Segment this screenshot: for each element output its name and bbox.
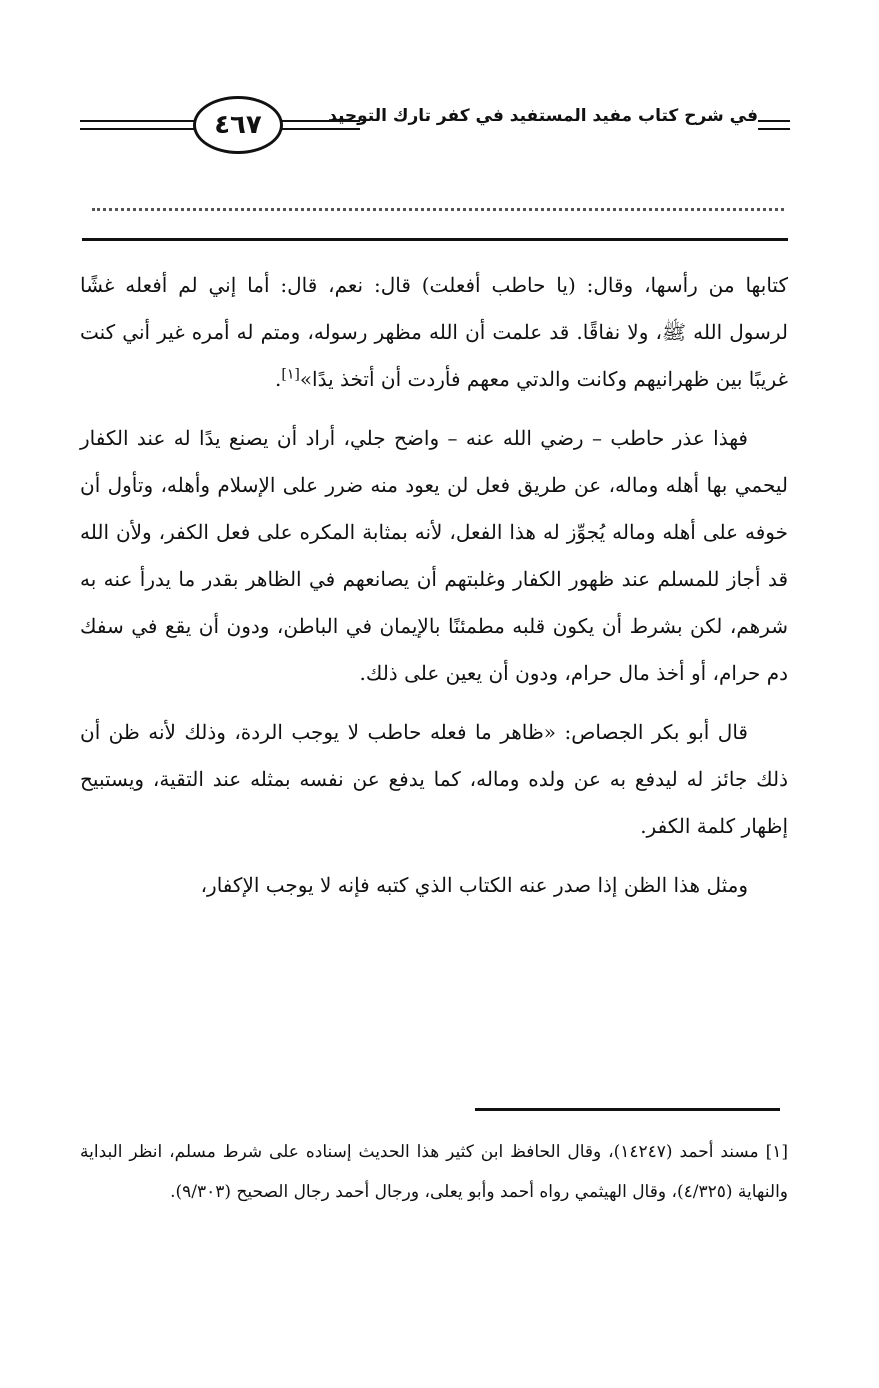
- main-text: [80, 262, 788, 909]
- footnote-separator: [475, 1108, 780, 1111]
- paragraph-4: ومثل هذا الظن إذا صدر عنه الكتاب الذي كتبه فإنه لا يوجب الإكفار،: [200, 873, 748, 897]
- paragraph-1: [80, 262, 788, 403]
- dotted-separator: [92, 208, 784, 211]
- paragraph-3: قال أبو بكر الجصاص: «ظاهر ما فعله حاطب لا يوجب الردة، وذلك لأنه ظن أن ذلك جائز له ليدفع به عن ولده وماله، كما يدفع عن نفسه بمثله عند التقية، ويستبيح إظهار كلمة الكفر.: [80, 720, 788, 838]
- paragraph-1-end: .: [274, 367, 282, 391]
- footnote-1: [١] مسند أحمد (١٤٢٤٧)، وقال الحافظ ابن كثير هذا الحديث إسناده على شرط مسلم، انظر البداية والنهاية (٤/٣٢٥)، وقال الهيثمي رواه أحمد وأبو يعلى، ورجال أحمد رجال الصحيح (٩/٣٠٣).: [80, 1142, 788, 1202]
- running-title: في شرح كتاب مفيد المستفيد في كفر تارك التوحيد: [328, 106, 758, 126]
- page-header: [80, 96, 800, 160]
- header-double-rule-right: [758, 120, 790, 130]
- page-number-badge: [193, 96, 283, 154]
- footnotes: [80, 1132, 788, 1212]
- footnote-reference: [١]: [281, 366, 300, 383]
- paragraph-1-text: كتابها من رأسها، وقال: (يا حاطب أفعلت) قال: نعم، قال: أما إني لم أفعله غشًا لرسول الله ﷺ، ولا نفاقًا. قد علمت أن الله مظهر رسوله، ومتم له أمره غير أني كنت غريبًا بين ظهرانيهم وكانت والدتي معهم فأردت أن أتخذ يدًا»: [80, 273, 788, 391]
- header-rule: [82, 238, 788, 241]
- paragraph-2: فهذا عذر حاطب – رضي الله عنه – واضح جلي، أراد أن يصنع يدًا له عند الكفار ليحمي بها أهله وماله، عن طريق فعل لن يعود منه ضرر على الإسلام وأهله، وتأول أن خوفه على أهله وماله يُجوِّز له هذا الفعل، لأنه بمثابة المكره على فعل الكفر، ولأن الله قد أجاز للمسلم عند ظهور الكفار وغلبتهم أن يصانعهم في الظاهر بقدر ما يدرأ عنه به شرهم، لكن بشرط أن يكون قلبه مطمئنًا بالإيمان في الباطن، ودون أن يقع في سفك دم حرام، أو أخذ مال حرام، ودون أن يعين على ذلك.: [80, 426, 788, 685]
- page-number: ٤٦٧: [214, 110, 262, 140]
- header-double-rule-left: [80, 120, 200, 130]
